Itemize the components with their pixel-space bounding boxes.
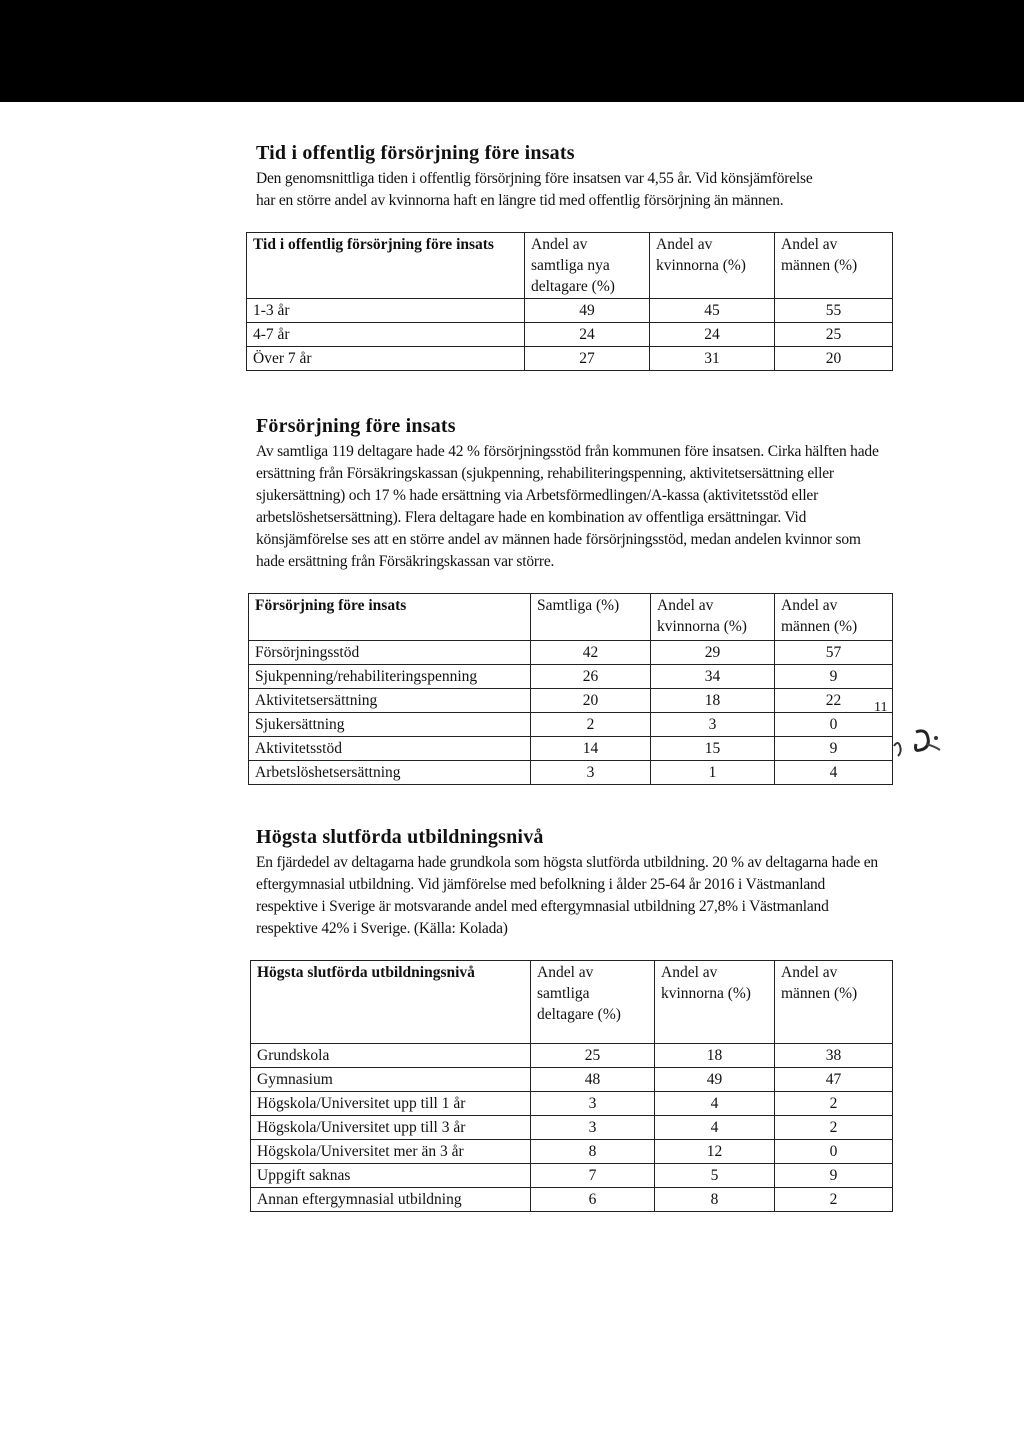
table-row	[251, 1116, 893, 1140]
table-row	[249, 689, 893, 713]
table-cell: 4	[655, 1116, 775, 1140]
document-page	[0, 102, 1024, 1449]
table-cell: 4	[775, 761, 893, 785]
table-cell: 42	[531, 641, 651, 665]
table-header-cell: Andel av männen (%)	[775, 594, 893, 641]
table-cell: 3	[531, 761, 651, 785]
time-in-support-table	[246, 232, 893, 371]
section-time-in-public-support	[253, 140, 896, 367]
table-cell: 4	[655, 1092, 775, 1116]
row-label: 1-3 år	[247, 299, 525, 323]
table-cell: 24	[525, 323, 650, 347]
table-cell: 3	[531, 1116, 655, 1140]
row-label: Över 7 år	[247, 347, 525, 371]
table-row	[249, 761, 893, 785]
table-cell: 0	[775, 713, 893, 737]
table-cell: 26	[531, 665, 651, 689]
row-label: Arbetslöshetsersättning	[249, 761, 531, 785]
table-header-cell: Andel av männen (%)	[775, 961, 893, 1044]
table-row	[247, 323, 893, 347]
table-cell: 18	[651, 689, 775, 713]
table-header-row	[249, 594, 893, 641]
table-cell: 2	[531, 713, 651, 737]
row-label: Sjukpenning/rehabiliteringspenning	[249, 665, 531, 689]
table-cell: 6	[531, 1188, 655, 1212]
row-label: Högskola/Universitet upp till 1 år	[251, 1092, 531, 1116]
row-label: Gymnasium	[251, 1068, 531, 1092]
table-row	[251, 1068, 893, 1092]
table-cell: 9	[775, 665, 893, 689]
table-cell: 5	[655, 1164, 775, 1188]
table-header-row	[251, 961, 893, 1044]
table-cell: 38	[775, 1044, 893, 1068]
table-cell: 49	[525, 299, 650, 323]
table-row	[251, 1044, 893, 1068]
table-row	[247, 299, 893, 323]
table-cell: 29	[651, 641, 775, 665]
table-cell: 20	[775, 347, 893, 371]
row-label: Aktivitetsstöd	[249, 737, 531, 761]
section-paragraph: Den genomsnittliga tiden i offentlig försörjning före insatsen var 4,55 år. Vid könsjämförelse har en större andel av kvinnorna haft en längre tid med offentlig försörjning än männen.	[256, 170, 813, 209]
row-label: Aktivitetsersättning	[249, 689, 531, 713]
section-heading: Försörjning före insats	[256, 415, 456, 437]
table-header-cell: Andel av samtliga deltagare (%)	[531, 961, 655, 1044]
table-cell: 45	[650, 299, 775, 323]
table-cell: 12	[655, 1140, 775, 1164]
table-cell: 1	[651, 761, 775, 785]
table-row	[249, 665, 893, 689]
table-cell: 9	[775, 1164, 893, 1188]
table-cell: 0	[775, 1140, 893, 1164]
table-header-cell: Tid i offentlig försörjning före insats	[247, 233, 525, 299]
table-cell: 20	[531, 689, 651, 713]
section-heading: Tid i offentlig försörjning före insats	[256, 142, 575, 164]
table-cell: 47	[775, 1068, 893, 1092]
table-cell: 2	[775, 1092, 893, 1116]
section-heading: Högsta slutförda utbildningsnivå	[256, 826, 544, 848]
table-header-cell: Andel av samtliga nya deltagare (%)	[525, 233, 650, 299]
table-cell: 34	[651, 665, 775, 689]
row-label: Sjukersättning	[249, 713, 531, 737]
table-row	[251, 1188, 893, 1212]
section-paragraph: Av samtliga 119 deltagare hade 42 % försörjningsstöd från kommunen före insatsen. Cirka hälften hade ersättning från Försäkringskassan (sjukpenning, rehabiliteringspenning, aktivitetsersättning eller sjukersättning) och 17 % hade ersättning via Arbetsförmedlingen/A-kassa (aktivitetsstöd eller arbetslöshetsersättning). Flera deltagare hade en kombination av offentliga ersättningar. Vid könsjämförelse ses att en större andel av männen hade försörjningsstöd, medan andelen kvinnor som hade ersättning från Försäkringskassan var större.	[256, 443, 879, 570]
table-cell: 24	[650, 323, 775, 347]
row-label: Uppgift saknas	[251, 1164, 531, 1188]
table-header-cell: Andel av männen (%)	[775, 233, 893, 299]
table-row	[251, 1092, 893, 1116]
table-row	[249, 737, 893, 761]
table-row	[251, 1164, 893, 1188]
table-cell: 7	[531, 1164, 655, 1188]
table-cell: 8	[531, 1140, 655, 1164]
table-cell: 22	[775, 689, 893, 713]
row-label: 4-7 år	[247, 323, 525, 347]
table-cell: 2	[775, 1188, 893, 1212]
page-number: 11	[874, 700, 888, 715]
row-label: Högskola/Universitet upp till 3 år	[251, 1116, 531, 1140]
table-header-cell: Andel av kvinnorna (%)	[650, 233, 775, 299]
table-cell: 25	[531, 1044, 655, 1068]
table-header-cell: Andel av kvinnorna (%)	[651, 594, 775, 641]
table-header-cell: Försörjning före insats	[249, 594, 531, 641]
table-cell: 55	[775, 299, 893, 323]
table-row	[249, 713, 893, 737]
table-cell: 18	[655, 1044, 775, 1068]
table-cell: 25	[775, 323, 893, 347]
table-cell: 3	[531, 1092, 655, 1116]
table-row	[247, 347, 893, 371]
table-cell: 49	[655, 1068, 775, 1092]
table-cell: 48	[531, 1068, 655, 1092]
row-label: Försörjningsstöd	[249, 641, 531, 665]
table-cell: 3	[651, 713, 775, 737]
table-row	[249, 641, 893, 665]
support-table	[248, 593, 893, 785]
table-cell: 2	[775, 1116, 893, 1140]
table-cell: 57	[775, 641, 893, 665]
table-header-cell: Samtliga (%)	[531, 594, 651, 641]
table-row	[251, 1140, 893, 1164]
table-cell: 27	[525, 347, 650, 371]
table-header-row	[247, 233, 893, 299]
section-support-before-intervention	[255, 413, 896, 781]
table-cell: 31	[650, 347, 775, 371]
row-label: Högskola/Universitet mer än 3 år	[251, 1140, 531, 1164]
table-header-cell: Andel av kvinnorna (%)	[655, 961, 775, 1044]
table-cell: 8	[655, 1188, 775, 1212]
table-cell: 9	[775, 737, 893, 761]
table-cell: 14	[531, 737, 651, 761]
section-paragraph: En fjärdedel av deltagarna hade grundkola som högsta slutförda utbildning. 20 % av deltagarna hade en eftergymnasial utbildning. Vid jämförelse med befolkning i ålder 25-64 år 2016 i Västmanland respektive i Sverige är motsvarande andel med eftergymnasial utbildning 27,8% i Västmanland respektive 42% i Sverige. (Källa: Kolada)	[256, 854, 878, 937]
scan-artifact-icon	[888, 724, 958, 760]
table-cell: 15	[651, 737, 775, 761]
row-label: Annan eftergymnasial utbildning	[251, 1188, 531, 1212]
table-header-cell: Högsta slutförda utbildningsnivå	[251, 961, 531, 1044]
row-label: Grundskola	[251, 1044, 531, 1068]
section-highest-education	[256, 824, 896, 1208]
education-table	[250, 960, 893, 1212]
